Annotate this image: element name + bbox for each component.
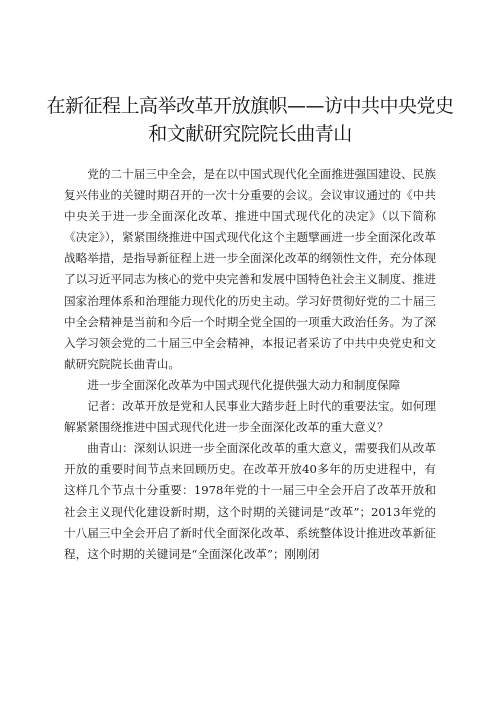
intro-paragraph: 党的二十届三中全会，是在以中国式现代化全面推进强国建设、民族复兴伟业的关键时期召开的一次十分重要的会议。会议审议通过的《中共中央关于进一步全面深化改革、推进中国式现代化的决定》（以下简称《决定》），紧紧围绕推进中国式现代化这个主题擘画进一步全面深化改革战略举措，是指导新征程上进一步全面深化改革的纲领性文件，充分体现了以习近平同志为核心的党中央完善和发展中国特色社会主义制度、推进国家治理体系和治理能力现代化的历史主动。学习好贯彻好党的二十届三中全会精神是当前和今后一个时期全党全国的一项重大政治任务。为了深入学习领会党的二十届三中全会精神，本报记者采访了中共中央党史和文献研究院院长曲青山。 — [64, 167, 436, 371]
section-subheading: 进一步全面深化改革为中国式现代化提供强大动力和制度保障 — [87, 377, 401, 392]
title-line-2: 和文献研究院院长曲青山 — [148, 123, 352, 145]
title-line-1: 在新征程上高举改革开放旗帜——访中共中央党史 — [46, 95, 454, 117]
reporter-question-paragraph: 记者：改革开放是党和人民事业大踏步赶上时代的重要法宝。如何理解紧紧围绕推进中国式现代化进一步全面深化改革的重大意义？ — [64, 399, 436, 435]
answer-paragraph: 曲青山：深刻认识进一步全面深化改革的重大意义，需要我们从改革开放的重要时间节点来回顾历史。在改革开放40多年的历史进程中，有这样几个节点十分重要：1978年党的十一届三中全会开启了改革开放和社会主义现代化建设新时期，这个时期的关键词是“改革”；2013年党的十八届三中全会开启了新时代全面深化改革、系统整体设计推进改革新征程，这个时期的关键词是“全面深化改革”；刚刚闭 — [64, 441, 436, 561]
article-body — [64, 164, 436, 565]
page-title — [40, 92, 460, 148]
